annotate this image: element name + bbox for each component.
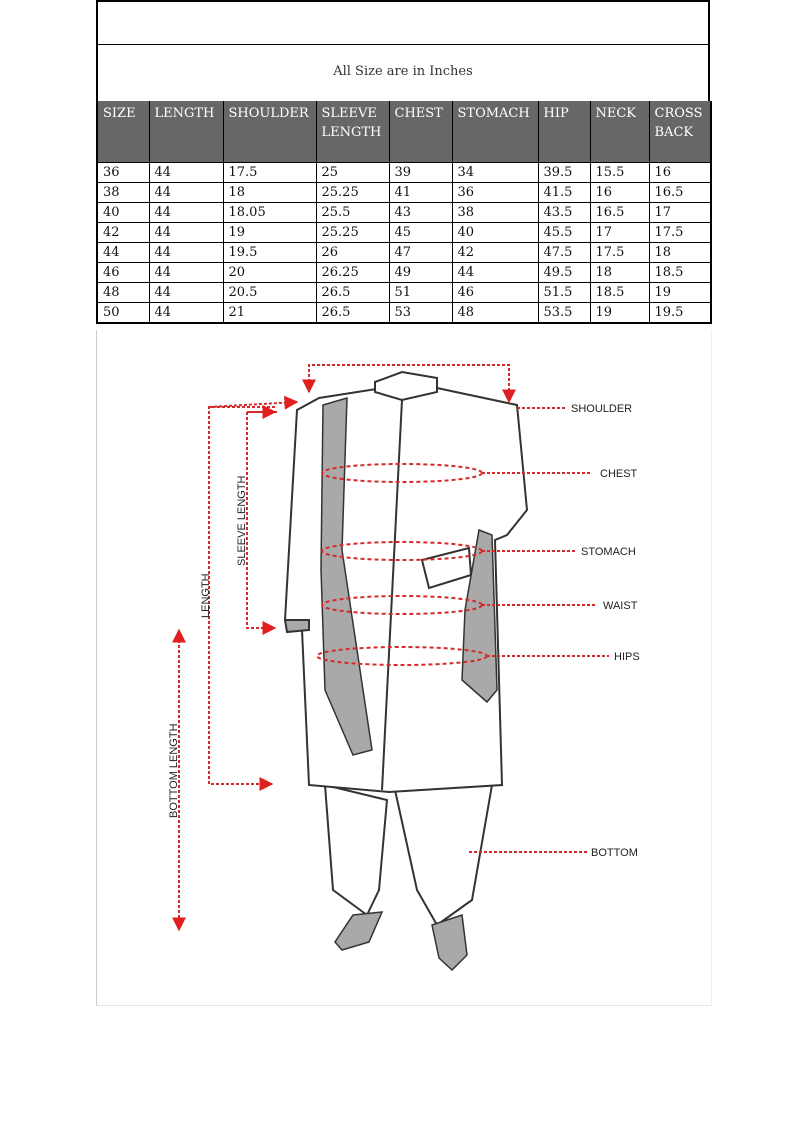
column-header xyxy=(649,101,711,163)
table-cell: 39 xyxy=(389,163,452,183)
unit-note: All Size are in Inches xyxy=(333,64,473,79)
column-header-line: LENGTH xyxy=(154,106,215,121)
column-header xyxy=(316,101,389,163)
label-length: LENGTH xyxy=(200,573,212,618)
table-cell: 51 xyxy=(389,283,452,303)
table-cell: 16.5 xyxy=(590,203,649,223)
table-cell: 17 xyxy=(590,223,649,243)
table-cell: 18.5 xyxy=(649,263,711,283)
table-cell: 25.5 xyxy=(316,203,389,223)
table-cell: 46 xyxy=(97,263,149,283)
table-cell: 39.5 xyxy=(538,163,590,183)
column-header-line: BACK xyxy=(654,125,694,140)
column-header-line: CHEST xyxy=(394,106,443,121)
table-cell: 26.25 xyxy=(316,263,389,283)
pants-outline xyxy=(325,785,492,925)
note-box xyxy=(96,42,710,101)
table-cell: 44 xyxy=(149,203,223,223)
measurement-diagram xyxy=(96,330,712,1006)
table-cell: 19.5 xyxy=(223,243,316,263)
column-header xyxy=(97,101,149,163)
sherwani-illustration xyxy=(97,330,711,1005)
label-bottom-length: BOTTOM LENGTH xyxy=(168,723,180,818)
table-cell: 17.5 xyxy=(649,223,711,243)
table-cell: 17.5 xyxy=(590,243,649,263)
table-cell: 36 xyxy=(97,163,149,183)
column-header-line: SLEEVE xyxy=(321,106,377,121)
header-empty-box xyxy=(96,0,710,45)
table-cell: 44 xyxy=(149,223,223,243)
table-cell: 25.25 xyxy=(316,223,389,243)
table-cell: 41 xyxy=(389,183,452,203)
table-cell: 48 xyxy=(97,283,149,303)
table-cell: 49.5 xyxy=(538,263,590,283)
column-header-line: SIZE xyxy=(103,106,136,121)
table-cell: 20.5 xyxy=(223,283,316,303)
table-cell: 25.25 xyxy=(316,183,389,203)
table-cell: 47 xyxy=(389,243,452,263)
table-row xyxy=(97,283,711,303)
size-table xyxy=(96,101,712,324)
table-row xyxy=(97,223,711,243)
table-row xyxy=(97,303,711,324)
table-cell: 53.5 xyxy=(538,303,590,324)
label-chest: CHEST xyxy=(600,468,638,480)
table-cell: 15.5 xyxy=(590,163,649,183)
table-cell: 18.05 xyxy=(223,203,316,223)
column-header-line: HIP xyxy=(543,106,569,121)
table-cell: 50 xyxy=(97,303,149,324)
table-cell: 18.5 xyxy=(590,283,649,303)
table-cell: 19 xyxy=(223,223,316,243)
table-cell: 17 xyxy=(649,203,711,223)
shoes xyxy=(335,912,467,970)
table-row xyxy=(97,183,711,203)
column-header xyxy=(452,101,538,163)
table-cell: 19 xyxy=(649,283,711,303)
label-waist: WAIST xyxy=(603,600,638,612)
column-header-line: NECK xyxy=(595,106,637,121)
table-cell: 40 xyxy=(97,203,149,223)
label-stomach: STOMACH xyxy=(581,546,636,558)
label-bottom: BOTTOM xyxy=(591,847,638,859)
table-cell: 26.5 xyxy=(316,283,389,303)
column-header-line: CROSS xyxy=(654,106,703,121)
table-cell: 26.5 xyxy=(316,303,389,324)
table-cell: 49 xyxy=(389,263,452,283)
table-cell: 48 xyxy=(452,303,538,324)
label-shoulder: SHOULDER xyxy=(571,403,633,415)
table-cell: 51.5 xyxy=(538,283,590,303)
table-cell: 44 xyxy=(149,283,223,303)
table-cell: 44 xyxy=(149,263,223,283)
table-cell: 18 xyxy=(590,263,649,283)
column-header xyxy=(149,101,223,163)
table-cell: 47.5 xyxy=(538,243,590,263)
table-cell: 45.5 xyxy=(538,223,590,243)
table-cell: 45 xyxy=(389,223,452,243)
table-cell: 44 xyxy=(97,243,149,263)
table-cell: 16 xyxy=(590,183,649,203)
table-cell: 18 xyxy=(223,183,316,203)
table-cell: 19 xyxy=(590,303,649,324)
table-cell: 40 xyxy=(452,223,538,243)
table-cell: 21 xyxy=(223,303,316,324)
table-cell: 44 xyxy=(149,183,223,203)
table-cell: 43 xyxy=(389,203,452,223)
column-header xyxy=(590,101,649,163)
table-cell: 18 xyxy=(649,243,711,263)
table-row xyxy=(97,243,711,263)
table-cell: 34 xyxy=(452,163,538,183)
table-cell: 38 xyxy=(97,183,149,203)
table-row xyxy=(97,203,711,223)
table-cell: 44 xyxy=(452,263,538,283)
table-cell: 41.5 xyxy=(538,183,590,203)
table-cell: 16 xyxy=(649,163,711,183)
table-row xyxy=(97,163,711,183)
table-cell: 42 xyxy=(452,243,538,263)
table-cell: 38 xyxy=(452,203,538,223)
table-header-row xyxy=(97,101,711,163)
table-cell: 16.5 xyxy=(649,183,711,203)
column-header-line: SHOULDER xyxy=(228,106,309,121)
table-cell: 42 xyxy=(97,223,149,243)
label-sleeve-length: SLEEVE LENGTH xyxy=(236,475,248,566)
table-cell: 25 xyxy=(316,163,389,183)
table-cell: 20 xyxy=(223,263,316,283)
column-header-line: STOMACH xyxy=(457,106,530,121)
table-cell: 44 xyxy=(149,243,223,263)
label-hips: HIPS xyxy=(614,651,640,663)
table-cell: 26 xyxy=(316,243,389,263)
column-header xyxy=(538,101,590,163)
table-body xyxy=(97,163,711,324)
table-cell: 46 xyxy=(452,283,538,303)
table-cell: 53 xyxy=(389,303,452,324)
column-header xyxy=(389,101,452,163)
column-header-line: LENGTH xyxy=(321,125,382,140)
table-cell: 44 xyxy=(149,303,223,324)
table-cell: 17.5 xyxy=(223,163,316,183)
table-cell: 43.5 xyxy=(538,203,590,223)
table-row xyxy=(97,263,711,283)
column-header xyxy=(223,101,316,163)
table-cell: 36 xyxy=(452,183,538,203)
table-cell: 19.5 xyxy=(649,303,711,324)
table-cell: 44 xyxy=(149,163,223,183)
